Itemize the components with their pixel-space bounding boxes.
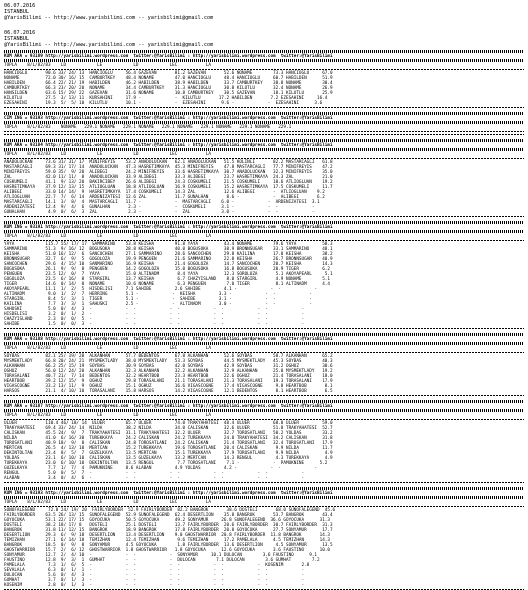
- block-mid-rule: [4, 496, 524, 499]
- block-bottom-rule: [4, 216, 524, 217]
- horse-row: HARSOS 21.1 4/ 10/ 10 TORASALANI 15.8 HARSOS 14.2 VIGASCOGNE 12.1 BEDENTOS 8.1 HEARTBOB 6.5: [4, 389, 333, 394]
- horse-row: BRONNSUGAR 32.7 6/ 9/ 5 GOGOLOZA 19.9 PENGUEN 21.6 SAMMARINO 22.8 KEISHA 26.7 BRONNSUGAR 40.9: [4, 257, 333, 262]
- horse-row: MASTARCAGLI 69.3 31/ 17/ 14 ANADOLUCKAN 47.3 HASRETIMKAYA 45.3 MINIFREYIS 47.8 MASTARCAGLI 77.7 MINIFREYIS 47.2: [4, 165, 333, 170]
- report-city-repeat: ISTANBUL: [4, 36, 29, 42]
- block-mid-rule: [4, 148, 524, 151]
- horse-row: FAUSTINO 12.8 9/ 3/ 1 GUMHAT - - - DULOCAN 7.1 DULOCAN 3.6 GUMHAT 7.2: [4, 558, 320, 563]
- horse-row: TORASALANI 40.7 21/ 7/ 14 BEDENTOS 32.2 HEARTBOB 23.3 HEARTBOB 22.6 OGHUZ 21.4 TORASALANI 18.0: [4, 374, 333, 379]
- block-bottom-rule: [4, 107, 524, 108]
- horse-row: SEVALALA 6.3 0/ 1/ 1 - - - - - - - - - -: [4, 568, 305, 573]
- horse-row: TEMIZHAN 27.1 6/ 14/ 18 TEMIZHAN 12.4 TEMIZHAN 9.6 TEMIZHAN 17.2 PAMELALA 4.5 TEMIZHAN 14.3: [4, 538, 330, 543]
- race-block-columns: TOPLA 8/L/82/83 LD LE LD LEC LA: [4, 234, 211, 239]
- block-top-rule: [4, 112, 524, 115]
- columns-underline: [4, 131, 524, 132]
- horse-row: GHOSTWARRIOR 15.7 2/ 6/ 12 GHOSTWARRIOR 1.8 GHOSTWARRIOR 1.8 GOYOCUKA 12.6 GOYOCUKA 3.6 FAUSTINO 10.0: [4, 548, 330, 553]
- horse-row: TIGER 14.6 0/ 14/ 0 NONAME 10.6 NONAME 6.3 PENGUEN 7.0 TIGER 8.1 ALTINADM 4.4: [4, 282, 330, 287]
- horse-row: CALISKAN 45.5 24/ 9/ 7 TRAKYAHATESI 31.1 TRAKYAHATESI 32.2 ULUER 32.7 TOROSATLANI 50.2 YOLDAS 33.2: [4, 431, 333, 436]
- horse-row: TUREKKAYA 23.0 6/ 10/ 10 DEKINTOLTAN 13.5 RENGUL 7.7 TOROSATLANI 7.1 - - PAMUKNINE 5.2: [4, 461, 328, 466]
- race-block-title: KUM ARA = 93184 http://yarisbilimi.wordpress.com twitter:@YarisBilimi : http://yarisbilimi.wordpress.com twitter:@YarisBilimi: [4, 143, 333, 148]
- horse-row: BANGROK 31.8 11/ 12/ 15 BANGROK 18.9 BANGROK 17.8 FAIRLYBORDER 20.8 GOYOCUKA 27.7 SONYAMUR 17.7: [4, 528, 333, 533]
- horse-row: ALTINADM 9.0 1/ 2/ 7 HERRING 5.1 - - KEISHA 3.3 - - - -: [4, 292, 312, 297]
- columns-underline: [4, 506, 524, 507]
- horse-row: DEKINTOLTAN 23.4 8/ 5/ 7 GUZELKAYA 13.5 MERTCAN 15.1 TUREKKAYA 17.9 TOROSATLANI 9.9 NILDA 4.9: [4, 451, 333, 456]
- horse-row: KOSENIM 2.8 0/ 1/ 3 - - - - - - - - - -: [4, 583, 305, 588]
- horse-row: DESERTLION 29.3 6/ 9/ 18 DESERTLION 13.4 DESERTLION 9.0 GHOSTWARRIOR 20.8 FAIRLYBORDER 11.8 BANGROK 14.3: [4, 533, 330, 538]
- block-mid-rule: [4, 409, 524, 412]
- block-mid-rule: [4, 230, 524, 233]
- race-block-title: KUM ARA = 93189 http://yarisbilimi.wordpress.com twitter:@YarisBilimi : http://yarisbilimi.wordpress.com twitter:@YarisBilimi: [4, 54, 333, 59]
- horse-row: NONAME 72.0 30/ 16/ 15 CAMBURTKEY 48.4 NONAME 47.0 HANCIOGLU 48.4 HANCIOGLU 60.7 HABILDEN 51.9: [4, 76, 333, 81]
- horse-row: STARGIRL 8.4 5/ 3/ 1 TIGER 5.1 - - SAHIBE 3.1 - - - -: [4, 297, 312, 302]
- horse-row: TOROSATLANI 40.9 18/ 9/ 8 CALISKAN 24.8 TOROSATLANI 24.2 CALISKAN 21.4 TOROSATLANI 32.4 TOROSATLANI 17.9: [4, 441, 333, 446]
- horse-row: ALKANHAN 66.2 25/ 15/ 19 SOYBAS 30.9 SOYBAS 42.0 SOYBAS 42.9 SOYBAS 31.2 OGHUZ 30.6: [4, 364, 333, 369]
- horse-row: NILDA 41.0 6/ 16/ 30 TUREKKAYA 24.2 CALISKAN 24.2 TUREKKAYA 24.8 TRAKYAHATESI 34.2 CALISKAN 31.8: [4, 436, 333, 441]
- horse-row: HEARTBOB 39.2 12/ 15/ 9 OGHUZ 29.8 TORASALANI 21.1 TORASALANI 21.3 TORASALANI 19.3 TORASALANI 17.9: [4, 379, 333, 384]
- horse-row: SAMMARINO 51.3 9/ 16/ 12 BOGUSOKA 28.8 KEISHA 40.0 BOGUSOKA 38.9 BRONNSUGAR 33.1 SAMMARINO 48.1: [4, 247, 333, 252]
- horse-row: ZAL 42.0 11/ 11/ 8 ANADOLUCKAN 33.9 ALIBEGI 33.3 ALIBEGI 23.7 HASRETIMKAYA 24.3 ZAL 21.0: [4, 175, 333, 180]
- horse-row: ULUER 110.4 46/ 18/ 14 ULUER 65.7 ULUER 74.0 TRAKYAHATESI 48.4 ULUER 68.8 ULUER 59.0: [4, 421, 333, 426]
- columns-underline: [4, 69, 524, 70]
- horse-row: ALIBEGI 33.0 14/ 14/ 9 HASRETIMKAYA 17.4 COSKUMELI 14.3 ZAL 12.6 ALIBEGI - ATLIOGLUAN 9.2: [4, 190, 325, 195]
- race-block-columns: TOPLA 8/L/82/83 LD LE LD LEC LA: [4, 152, 211, 157]
- horse-row: FAIRLYBORDER 63.5 26/ 13/ 15 SUNOFALEGEND 52.9 SUNOFALEGEND 62.4 DESERTLION 35.8 BANGROK 53.7 BANGROK 43.4: [4, 513, 333, 518]
- horse-row: AKOYAPEARL 11.1 1/ 2/ 5 HISDELISI 7.1 SAHIBE 2.6 SAHIBE 4.1 - - - -: [4, 287, 318, 292]
- horse-row: SOYBAS 82.1 25/ 19/ 20 ALKANHAN 57.7 BEDENTOS 67.8 ALKANHAN 52.6 SOYBAS 58.7 ALKANHAN 65.2: [4, 354, 333, 359]
- race-block-title: KUM ING = 93191 http://yarisbilimi.wordpress.com twitter:@YarisBilimi : http://yarisbilimi.wordpress.com twitter:@YarisBilimi: [4, 225, 333, 230]
- report-contact-line-repeat: @YarisBilimi -- http://www.yarisbilimi.com -- yarisbilimi@gmail.com: [4, 42, 214, 48]
- horse-row: EZESAHINI 19.3 5/ 5/ 10 KILUTLU 10.1 - - EZESAHINI 9.6 - - EZESAHINI 3.6: [4, 101, 323, 106]
- horse-row: SUNOFALEGEND 72.0 24/ 19/ 20 FAIRLYBORDER 52.9 FAIRLYBORDER 82.2 BANGROK 38.6 DOSTELI 68.0 SUNOFALEGEND 45.6: [4, 508, 336, 513]
- horse-row: HABILDEN 66.4 22/ 21/ 19 HABILDEN 46.2 HABILDEN 38.9 HABILDEN 33.7 CAMBURTKEY 38.8 NONAME 30.4: [4, 81, 333, 86]
- race-block-title: KUM ING = 93193 http://yarisbilimi.wordpress.com twitter:@YarisBilimi : http://yarisbilimi.wordpress.com twitter:@YarisBilimi: [4, 491, 333, 496]
- block-top-rule: [4, 333, 524, 336]
- block-bottom-rule: [4, 134, 524, 135]
- horse-row: GUMHAT 3.7 0/ 1/ 3 - - - - - - - - - -: [4, 578, 305, 583]
- columns-underline: [4, 158, 524, 159]
- horse-row: ARDENIZATESI 12.4 9/ 4/ 6 GUNALHAN 2.3 - - COSKUMELI 3.1 - - - -: [4, 205, 315, 210]
- horse-row: MERTCAN 26.5 4/ 13/ 10 MERTCAN 15.2 TUREKKAYA 19.6 TOROSATLANI 20.4 CALISKAN 9.9 NILDA 11.7: [4, 446, 333, 451]
- horse-row: YOLDAS 23.1 6/ 10/ 10 CALISKAN 13.5 GUZELKAYA 13.2 MERTCAN 14.3 RENGUL 4.3 TUREKKAYA 4.9: [4, 456, 333, 461]
- report-date: 06.07.2016: [4, 3, 36, 9]
- race-block-title: CIM ING = 93193 http://yarisbilimi.wordpress.com twitter:@YarisBilimi : http://yarisbilimi.wordpress.com twitter:@YarisBilimi: [4, 116, 333, 121]
- horse-row: GUZELKAYA 7.7 1/ 7/ 4 PAMUKNINE 8.6 ALABAN 4.9 YOLDAS 4.2 - - - -: [4, 466, 318, 471]
- horse-row: HASRETIMKAYA 37.9 12/ 13/ 15 ATLIOGLUAN 18.8 ATLIOGLUAN 16.9 COSKUMELI 15.2 HASRETIMKAYA 17.5 COSKUMELI 11.7: [4, 185, 333, 190]
- horse-row: ATLIOGLUAN 22.7 7/ 6/ 14 ARDENIZATESI 12.6 ZAL 11.7 GUNALHAN 8.6 - - ALIBEGI 6.2: [4, 195, 325, 200]
- horse-row: MYSMEKTLADY 66.8 20/ 24/ 21 MYSMEKTLADY 38.0 MYSMEKTLADY 53.3 SOYBAS 44.5 MYSMEKTLADY 45.3 SOYBAS 40.3: [4, 359, 333, 364]
- horse-row: CAMBURTKEY 66.3 23/ 20/ 20 NONAME 34.4 CAMBURTKEY 31.3 HANCIOGLU 30.8 KILUTLU 32.4 NONAME 26.9: [4, 86, 333, 91]
- block-top-rule: [4, 50, 524, 53]
- horse-row: GUNALHAN 4.9 0/ 6/ 3 ZAL 2.3 - - ZAL 3.0 - - - -: [4, 210, 315, 215]
- horse-row: SONYAMUR 12.7 2/ 4/ 10 - - - - SONYAMUR 10.1 DULOCAN 3.6 FAUSTINO 9.1: [4, 553, 318, 558]
- race-block-columns: TOPLA 8/L/82/83 LD LE LD LEC LA: [4, 346, 211, 351]
- horse-row: PENGUEN 23.5 12/ 0/ 7 YAYA 15.0 ALTINADM 8.4 YAYA 12.3 SOROLOZA 5.1 AKOYAPEARL 5.1: [4, 272, 333, 277]
- columns-underline: [4, 352, 524, 353]
- horse-row: SANCOCHEN 29.6 4/ 15/ 10 SANMARINO 16.9 KEISHA 21.4 GOGOLOZA 14.7 SANCOCHEN 20.7 KEISHA 14.3: [4, 262, 333, 267]
- report-city: ISTANBUL: [4, 9, 29, 15]
- horse-row: YAYA 115.7 55/ 17/ 17 SAMMARINO 53.8 KEISHA 91.8 YAYA 43.4 NONAME 79.6 YAYA 58.3: [4, 242, 333, 247]
- horse-row: SAHIBE 1.5 0/ 0/ 3 - - - - - - - - - -: [4, 322, 305, 327]
- horse-row: GOGOLOZA 23.5 6/ 16/ 8 STARGIRL 13.7 KEISHA 6.7 CHAZYISLAND 8.0 STARGIRL 4.9 NONAME 5.1: [4, 277, 330, 282]
- block-top-rule: [4, 221, 524, 224]
- horse-row: KAILINA 7.7 3/ 3/ 1 SAHUSKI 2.5 - - ALTINADM 3.0 - - - -: [4, 302, 312, 307]
- block-bottom-rule: [4, 328, 524, 329]
- horse-row: ALABAN 3.4 0/ 4/ 6 - - - - - - - - - -: [4, 476, 305, 481]
- horse-row: RENGUL 5.0 0/ 5/ 7 - - - - - - - - - -: [4, 471, 305, 476]
- report-date-repeat: 06.07.2016: [4, 30, 36, 36]
- columns-underline: [4, 419, 524, 420]
- block-top-rule: [4, 487, 524, 490]
- horse-row: DULOCAN 5.6 0/ 4/ 3 - - - - - - - - - -: [4, 573, 305, 578]
- horse-row: GOYOCUKA 53.1 22/ 17/ 15 GOYOCUKA 50.5 GOYOCUKA 49.2 SONYAMUR 26.8 SUNOFALEGEND 36.6 GOYOCUKA 31.3: [4, 518, 330, 523]
- horse-row: HANCIOGLU 90.6 33/ 24/ 13 HANCIOGLU 56.4 GAZEVAN 81.2 GAZEVAN 52.6 NONAME 73.3 HANCIOGLU 67.0: [4, 71, 333, 76]
- block-top-rule: [4, 139, 524, 142]
- race-stats-sheet: [4, 50, 524, 588]
- horse-row: KILUTLU 27.5 3/ 13/ 11 KURSAHINI 17.9 - - KILUTLU 17.2 HABILDEN 7.2 EZESAHINI 16.4: [4, 96, 328, 101]
- horse-row: BANGROK 18.5 0/ 9/ 8 SONYAMUR 4.5 GOYOCUKA 1.8 FAIRLYBORDER 13.6 DESERTLION 4.5 SONYAMUR 13.5: [4, 543, 333, 548]
- block-mid-rule: [4, 121, 524, 124]
- horse-row: MASTARCAGLI 14.1 3/ 8/ 4 MASTARCAGLI 11.7 - - MASTARCAGLI 6.0 - - ARDENIZATESI 3.1: [4, 200, 320, 205]
- horse-row: HISDELISI 3.2 0/ 1/ 2 - - - - - - - - - -: [4, 312, 305, 317]
- horse-row: VIGASCOGNE 33.2 13/ 11/ 9 OGHUZ 15.1 OGHUZ 16.6 VIGASCOGNE 17.4 VIGASCOGNE 9.8 HEARTBOB 8.1: [4, 384, 333, 389]
- horse-row: PAMELALA 7.3 1/ 6/ 5 - - - - - - - - KOSENIM 2.8: [4, 563, 310, 568]
- horse-row: SAHUSKI 5.0 0/ 4/ 3 - - - - - - - - - -: [4, 307, 305, 312]
- report-contact-line: @YarisBilimi -- http://www.yarisbilimi.com -- yarisbilimi@gmail.com: [4, 15, 214, 21]
- block-mid-rule: [4, 59, 524, 62]
- horse-row: COSKUMELI 41.1 9/ 13/ 20 BAKIRCIBEY 26.6 ALIBEGI 24.3 COSKUMELI 21.5 COSKUMELI 10.6 ATLIOGLUAN 19.2: [4, 180, 333, 185]
- race-block-columns: TOPLA 8/L/82/83 LD LE LD LEC LA: [4, 500, 211, 505]
- block-mid-rule: [4, 342, 524, 345]
- horse-row: TRAKYAHATESI 69.4 33/ 24/ 14 NILDA 38.2 NILDA 34.0 CALISKAN 32.6 ULUER 51.8 TRAKYAHATESI 52.7: [4, 426, 333, 431]
- horse-row: CHAZYISLAND 2.3 0/ 0/ 5 - - - - - - - - - -: [4, 317, 305, 322]
- race-block-columns: TOPLA 8/L/82/83 LD LE LD LEC LA: [4, 63, 211, 68]
- horse-row: MINIFREYIS 59.0 35/ 9/ 20 ALIBEGI 24.2 MINIFREYIS 33.6 HASRETIMKAYA 30.7 ANADOLUCKAN 32.3 MINIFREYIS 35.0: [4, 170, 333, 175]
- horse-row: HANSILDEN 63.6 15/ 29/ 22 GAZEVAN 31.6 NONAME 10.8 CAMBURTKEY 30.5 GAZEVAN 18.1 KILUTLU 25.9: [4, 91, 333, 96]
- race-block-columns: TOPLA 8/L/82/83 NONAME 229.1 NONAME 229.1 NONAME 229.1 NONAME 229.1 NONAME 229.1 NONAME 229.1: [4, 125, 292, 130]
- horse-row: KEISHA 51.0 16/ 12/ 6 SANCOCHEN 27.1 SAMMARINO 28.6 SANCOCHEN 29.8 KAILINA 17.0 KEISHA 38.2: [4, 252, 333, 257]
- horse-row: DOSTELI 38.2 18/ 17/ 8 DOSTELI 25.1 DOSTELI 13.7 FAIRLYBORDER 20.6 FAIRLYBORDER 30.7 FAIRLYBORDER 31.3: [4, 523, 333, 528]
- columns-underline: [4, 240, 524, 241]
- race-block-title: KUM ARA = 93187 http://yarisbilimi.wordpress.com twitter:@YarisBilimi : http://yarisbilimi.wordpress.com twitter:@YarisBilimi: [4, 404, 333, 409]
- horse-row: OGHUZ 56.0 12/ 24/ 20 ALKANHAN 32.3 ALKANHAN 32.2 ALKANHAN 32.9 ALKANHAN 25.0 MYSMEKTLADY 19.2: [4, 369, 333, 374]
- race-block-title: KUM ARA = 93188 http://yarisbilimi.wordpress.com twitter:@YarisBilimi : http://yarisbilimi.wordpress.com twitter:@YarisBilimi: [4, 337, 333, 342]
- horse-row: BOGUSOKA 26.1 9/ 9/ 8 PENGUEN 14.2 GOGOLOZA 15.0 BOGUSOKA 16.8 BOGUSOKA 20.9 TIGER 6.2: [4, 267, 330, 272]
- horse-row: ANADOLUCKAN 73.6 31/ 31/ 17 MINIFREYIS 53.2 ANADOLUCKAN 62.1 ANADOLUCKAN 51.5 KOLINLI 82.2 MASTARCAGLI 61.8: [4, 160, 333, 165]
- block-top-rule: [4, 400, 524, 403]
- race-block-columns: TOPLA 8/L/82/83 LD LE LD LEC LA: [4, 413, 211, 418]
- block-bottom-rule: [4, 395, 524, 396]
- block-bottom-rule: [4, 482, 524, 483]
